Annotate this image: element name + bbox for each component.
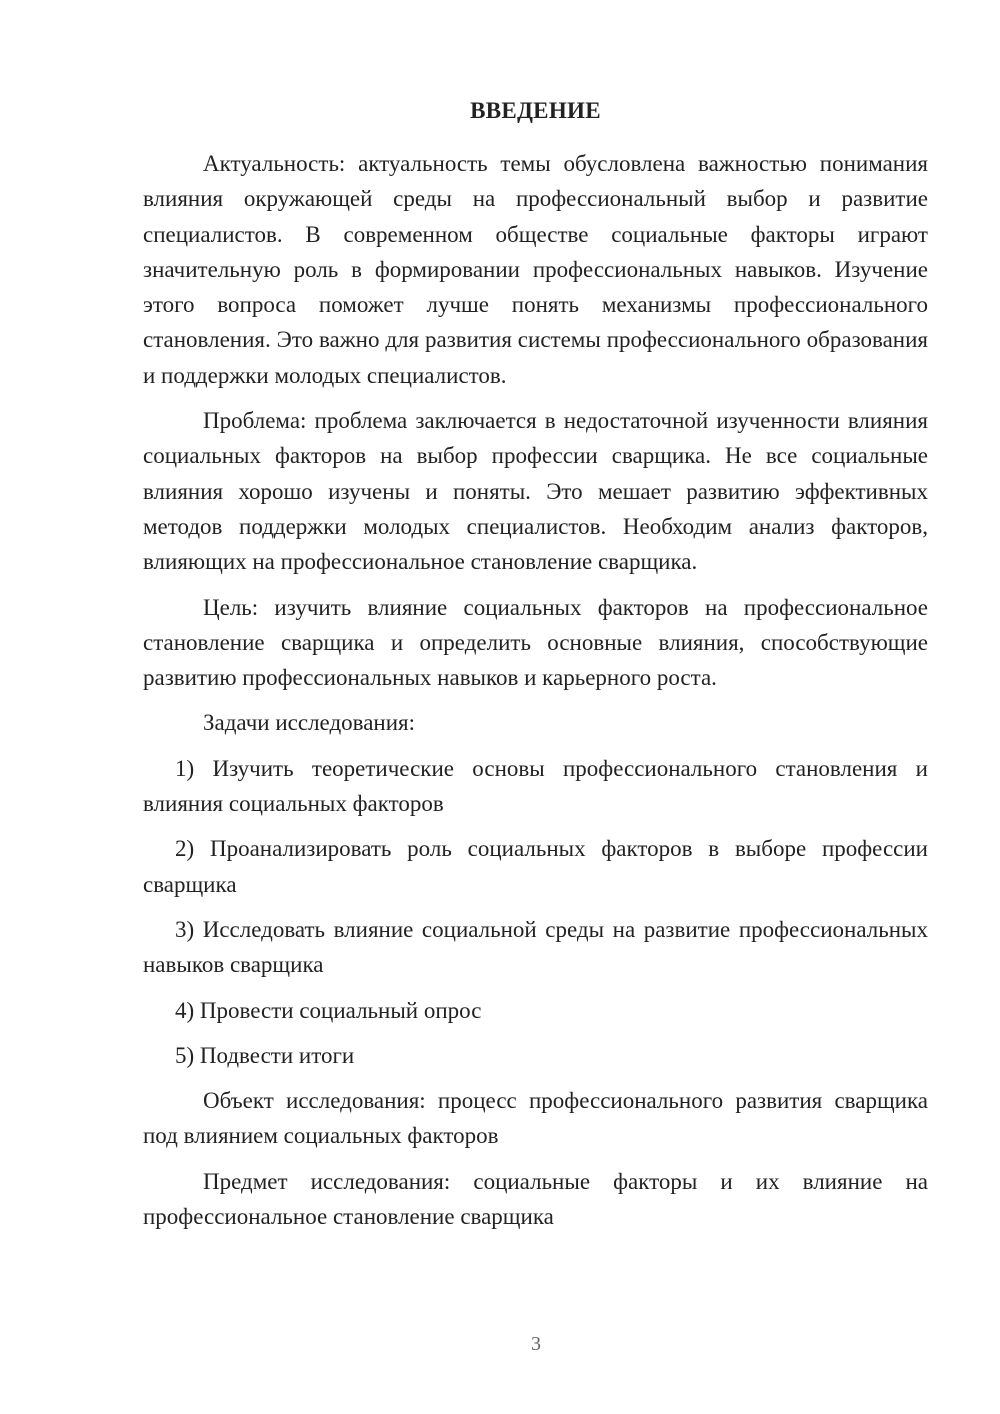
page-number: 3	[531, 1333, 541, 1355]
problem-paragraph: Проблема: проблема заключается в недостаточной изученности влияния социальных факторов на выбор профессии сварщика. Не все социальные влияния хорошо изучены и поняты. Это мешает развитию эффективных методов поддержки молодых специалистов. Необходим анализ факторов, влияющих на профессиональное становление сварщика.	[143, 408, 928, 575]
task-item-3: 3) Исследовать влияние социальной среды на развитие профессиональных навыков сварщика	[143, 916, 928, 978]
object-paragraph: Объект исследования: процесс профессионального развития сварщика под влиянием социальных факторов	[143, 1088, 928, 1149]
task-item-5: 5) Подвести итоги	[175, 1042, 355, 1068]
tasks-title: Задачи исследования:	[203, 710, 416, 736]
subject-paragraph: Предмет исследования: социальные факторы и их влияние на профессиональное становление сварщика	[143, 1168, 928, 1230]
section-heading: ВВЕДЕНИЕ	[470, 98, 601, 123]
goal-paragraph: Цель: изучить влияние социальных факторов на профессиональное становление сварщика и определить основные влияния, способствующие развитию профессиональных навыков и карьерного роста.	[143, 594, 928, 691]
document-page	[143, 96, 928, 1244]
task-item-1: 1) Изучить теоретические основы профессионального становления и влияния социальных факторов	[143, 755, 928, 817]
task-item-2: 2) Проанализировать роль социальных факторов в выборе профессии сварщика	[143, 836, 928, 897]
task-item-4: 4) Провести социальный опрос	[175, 997, 482, 1023]
relevance-paragraph: Актуальность: актуальность темы обусловлена важностью понимания влияния окружающей среды на профессиональный выбор и развитие специалистов. В современном обществе социальные факторы играют значительную роль в формировании профессиональных навыков. Изучение этого вопроса поможет лучше понять механизмы профессионального становления. Это важно для развития системы профессионального образования и поддержки молодых специалистов.	[143, 151, 928, 388]
